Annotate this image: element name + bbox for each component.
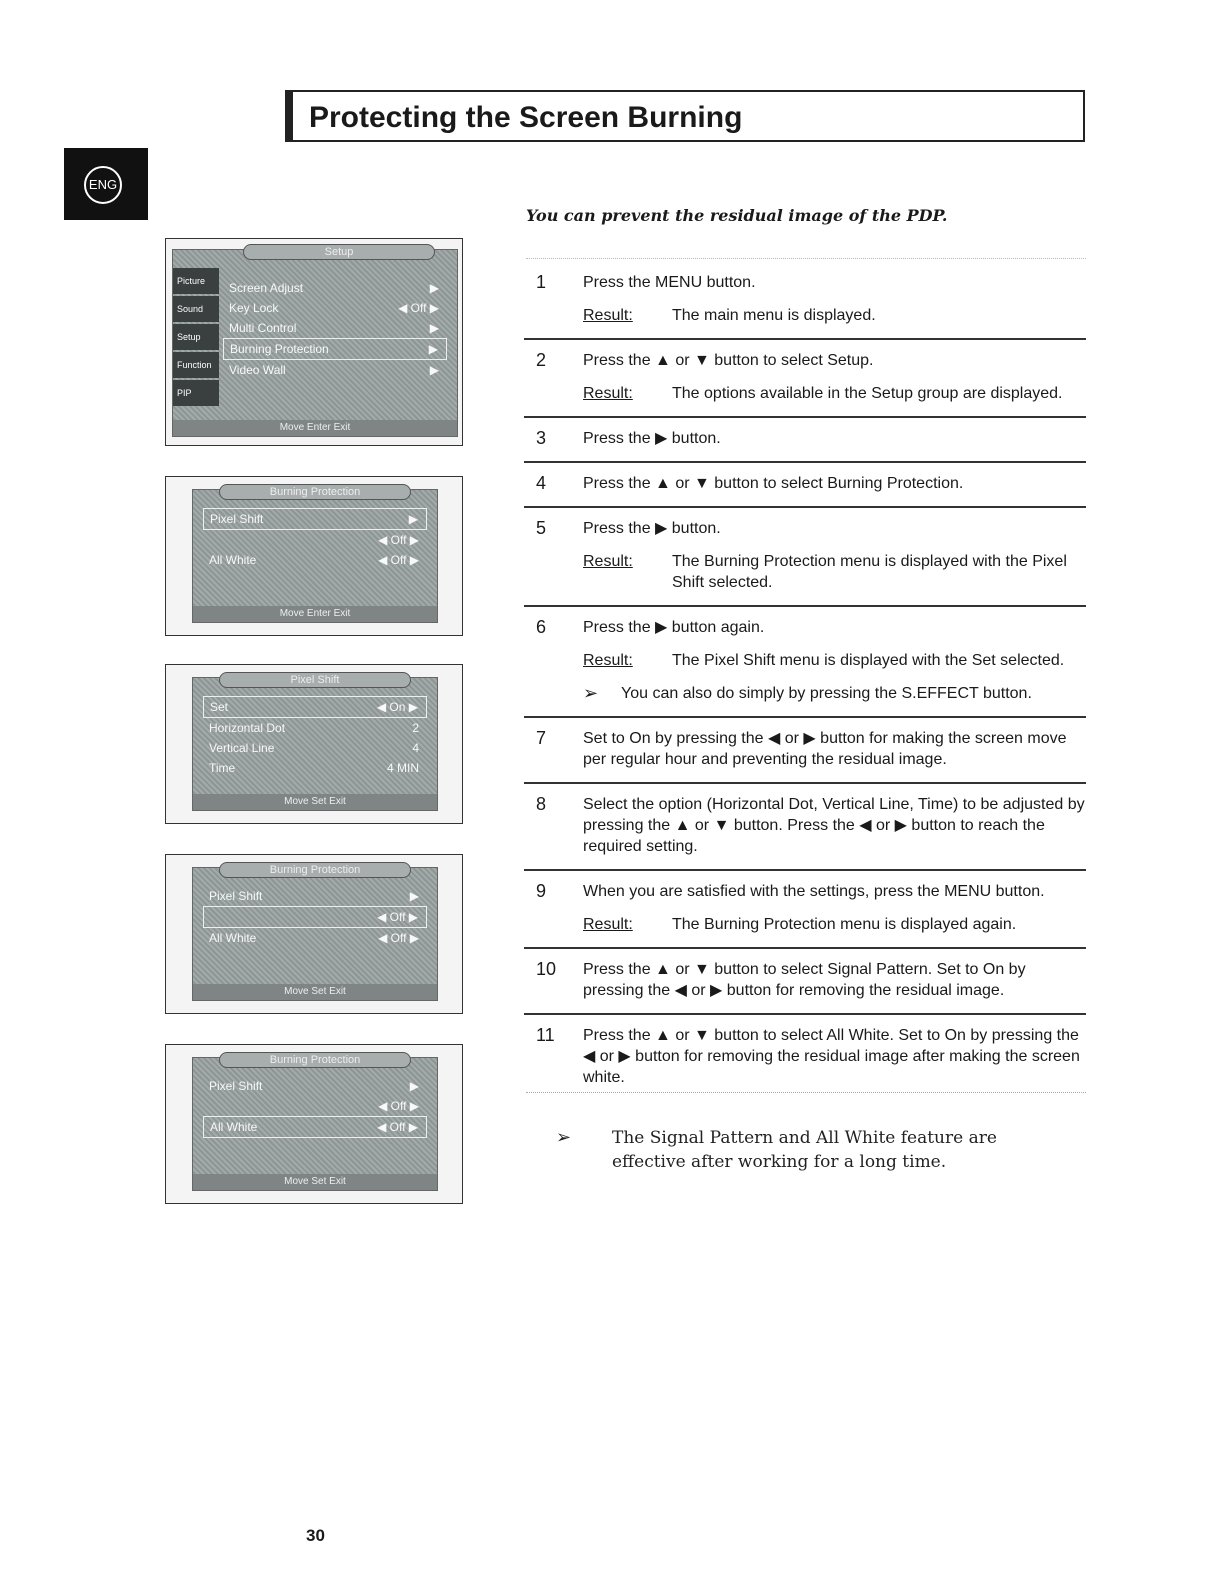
- osd-row: [203, 718, 427, 738]
- osd-row: [223, 338, 447, 360]
- steps-list: [524, 262, 1086, 1100]
- osd-screen: [165, 1044, 463, 1204]
- osd-row: [203, 1096, 427, 1116]
- note-arrow-icon: ➢: [583, 683, 599, 703]
- osd-row: [203, 550, 427, 570]
- osd-row-label: All White: [210, 1120, 258, 1134]
- osd-row-label: Pixel Shift: [209, 1079, 263, 1093]
- step-text: Press the ▲ or ▼ button to select Signal Pattern. Set to On by pressing the ◀ or ▶ button for removing the residual image.: [583, 961, 1026, 999]
- osd-screen: [165, 664, 463, 824]
- osd-row-value: ◀ Off ▶: [398, 301, 439, 315]
- step-number: 5: [536, 518, 547, 538]
- result-label: Result:: [583, 652, 633, 669]
- step: [524, 871, 1086, 949]
- step: [524, 784, 1086, 871]
- step: [524, 340, 1086, 418]
- step: [524, 607, 1086, 718]
- step: [524, 463, 1086, 508]
- osd-row-value: ◀ Off ▶: [377, 1120, 418, 1134]
- osd-panel: [192, 486, 438, 623]
- osd-rows: [223, 278, 447, 380]
- osd-side-item: PIP: [173, 380, 219, 406]
- result-label: Result:: [583, 553, 633, 570]
- step-number: 6: [536, 617, 547, 637]
- osd-row: [223, 298, 447, 318]
- osd-row-value: ◀ Off ▶: [378, 553, 419, 567]
- step-text: Press the ▲ or ▼ button to select Burning Protection.: [583, 475, 964, 492]
- step-text: Set to On by pressing the ◀ or ▶ button for making the screen move per regular hour and preventing the residual image.: [583, 730, 1067, 768]
- osd-row: [203, 530, 427, 550]
- step-text: Press the MENU button.: [583, 274, 756, 291]
- result-label: Result:: [583, 385, 633, 402]
- language-badge: ENG: [84, 166, 122, 204]
- osd-row-label: Video Wall: [229, 363, 286, 377]
- note-row: [583, 683, 1086, 704]
- osd-row-label: All White: [209, 553, 257, 567]
- osd-rows: [203, 508, 427, 570]
- language-tab: [64, 148, 148, 220]
- step-text: Press the ▲ or ▼ button to select Setup.: [583, 352, 874, 369]
- osd-row: [223, 278, 447, 298]
- osd-side-item: Setup: [173, 324, 219, 350]
- osd-row-label: Set: [210, 700, 229, 714]
- osd-row-value: ▶: [409, 889, 419, 903]
- osd-title: Burning Protection: [219, 1052, 411, 1068]
- osd-row: [203, 886, 427, 906]
- osd-row: [203, 696, 427, 718]
- osd-footer: Move Enter Exit: [173, 420, 457, 436]
- osd-row: [223, 360, 447, 380]
- osd-screen: [165, 854, 463, 1014]
- result-text: The Burning Protection menu is displayed with the Pixel Shift selected.: [672, 553, 1067, 591]
- result-row: [583, 650, 1086, 671]
- osd-side-item: Sound: [173, 296, 219, 322]
- osd-row-value: ▶: [429, 281, 439, 295]
- step-number: 2: [536, 350, 547, 370]
- step-number: 4: [536, 473, 547, 493]
- title-box: [285, 90, 1085, 142]
- result-text: The Pixel Shift menu is displayed with the Set selected.: [672, 652, 1065, 669]
- osd-screen: [165, 476, 463, 636]
- step-number: 8: [536, 794, 547, 814]
- step-number: 10: [536, 959, 557, 979]
- step-text: Press the ▶ button.: [583, 520, 721, 537]
- osd-row-label: Time: [209, 761, 236, 775]
- step-text: Press the ▲ or ▼ button to select All White. Set to On by pressing the ◀ or ▶ button for removing the residual image after making the screen white.: [583, 1027, 1080, 1086]
- step: [524, 508, 1086, 607]
- step-number: 3: [536, 428, 547, 448]
- result-label: Result:: [583, 307, 633, 324]
- osd-row-value: ▶: [409, 1079, 419, 1093]
- result-row: [583, 305, 1086, 326]
- step-number: 7: [536, 728, 547, 748]
- osd-row: [203, 1116, 427, 1138]
- osd-row-label: Key Lock: [229, 301, 279, 315]
- osd-row-value: ◀ Off ▶: [378, 1099, 419, 1113]
- osd-row-label: Screen Adjust: [229, 281, 304, 295]
- osd-row-value: ▶: [408, 512, 418, 526]
- osd-rows: [203, 886, 427, 948]
- step-text: Select the option (Horizontal Dot, Vertical Line, Time) to be adjusted by pressing the ▲ or ▼ button. Press the ◀ or ▶ button to reach the required setting.: [583, 796, 1085, 855]
- osd-row: [203, 1076, 427, 1096]
- osd-title: Setup: [243, 244, 435, 260]
- osd-side-item: Picture: [173, 268, 219, 294]
- osd-row: [203, 928, 427, 948]
- osd-title: Pixel Shift: [219, 672, 411, 688]
- osd-row-value: ◀ Off ▶: [378, 931, 419, 945]
- step-text: Press the ▶ button again.: [583, 619, 765, 636]
- note-text: You can also do simply by pressing the S.EFFECT button.: [621, 685, 1032, 702]
- intro-text: You can prevent the residual image of the PDP.: [526, 206, 948, 225]
- step-text: Press the ▶ button.: [583, 430, 721, 447]
- osd-row-label: Pixel Shift: [210, 512, 264, 526]
- osd-row-label: All White: [209, 931, 257, 945]
- osd-row-value: ◀ Off ▶: [378, 533, 419, 547]
- step-number: 1: [536, 272, 547, 292]
- osd-title: Burning Protection: [219, 484, 411, 500]
- osd-row-label: Horizontal Dot: [209, 721, 286, 735]
- osd-row: [203, 738, 427, 758]
- osd-row: [203, 758, 427, 778]
- step-number: 11: [536, 1025, 555, 1045]
- divider: [526, 258, 1086, 259]
- osd-sidebar: [173, 268, 219, 418]
- osd-screen: [165, 238, 463, 446]
- title-bar-accent: [287, 92, 293, 140]
- osd-title: Burning Protection: [219, 862, 411, 878]
- step: [524, 718, 1086, 784]
- osd-row-value: ▶: [429, 363, 439, 377]
- note-arrow-icon: ➢: [556, 1127, 572, 1148]
- osd-panel: [192, 1054, 438, 1191]
- osd-row-value: ▶: [428, 342, 438, 356]
- osd-rows: [203, 696, 427, 778]
- osd-row-value: 2: [412, 721, 419, 735]
- result-label: Result:: [583, 916, 633, 933]
- osd-footer: Move Set Exit: [193, 794, 437, 810]
- osd-row: [223, 318, 447, 338]
- osd-row-label: Multi Control: [229, 321, 297, 335]
- step: [524, 418, 1086, 463]
- osd-row: [203, 508, 427, 530]
- step: [524, 949, 1086, 1015]
- page-title: Protecting the Screen Burning: [309, 101, 743, 134]
- result-text: The options available in the Setup group are displayed.: [672, 385, 1063, 402]
- footnote-text: The Signal Pattern and All White feature are effective after working for a long time.: [612, 1128, 997, 1172]
- step-number: 9: [536, 881, 547, 901]
- osd-panel: [192, 864, 438, 1001]
- osd-panel: [192, 674, 438, 811]
- osd-row-label: Burning Protection: [230, 342, 329, 356]
- result-text: The main menu is displayed.: [672, 307, 876, 324]
- result-text: The Burning Protection menu is displayed again.: [672, 916, 1017, 933]
- step-text: When you are satisfied with the settings, press the MENU button.: [583, 883, 1045, 900]
- osd-panel: [172, 246, 458, 437]
- osd-row-value: ◀ On ▶: [376, 700, 418, 714]
- osd-rows: [203, 1076, 427, 1138]
- osd-row-label: Pixel Shift: [209, 889, 263, 903]
- result-row: [583, 383, 1086, 404]
- osd-row: [203, 906, 427, 928]
- osd-row-value: ◀ Off ▶: [377, 910, 418, 924]
- page-number: 30: [306, 1526, 325, 1545]
- osd-footer: Move Set Exit: [193, 984, 437, 1000]
- osd-footer: Move Enter Exit: [193, 606, 437, 622]
- osd-row-value: 4 MIN: [386, 761, 419, 775]
- result-row: [583, 914, 1086, 935]
- divider: [526, 1092, 1086, 1093]
- step: [524, 1015, 1086, 1100]
- osd-row-value: ▶: [429, 321, 439, 335]
- osd-row-value: 4: [412, 741, 419, 755]
- osd-row-label: Vertical Line: [209, 741, 275, 755]
- result-row: [583, 551, 1086, 593]
- osd-footer: Move Set Exit: [193, 1174, 437, 1190]
- step: [524, 262, 1086, 340]
- osd-side-item: Function: [173, 352, 219, 378]
